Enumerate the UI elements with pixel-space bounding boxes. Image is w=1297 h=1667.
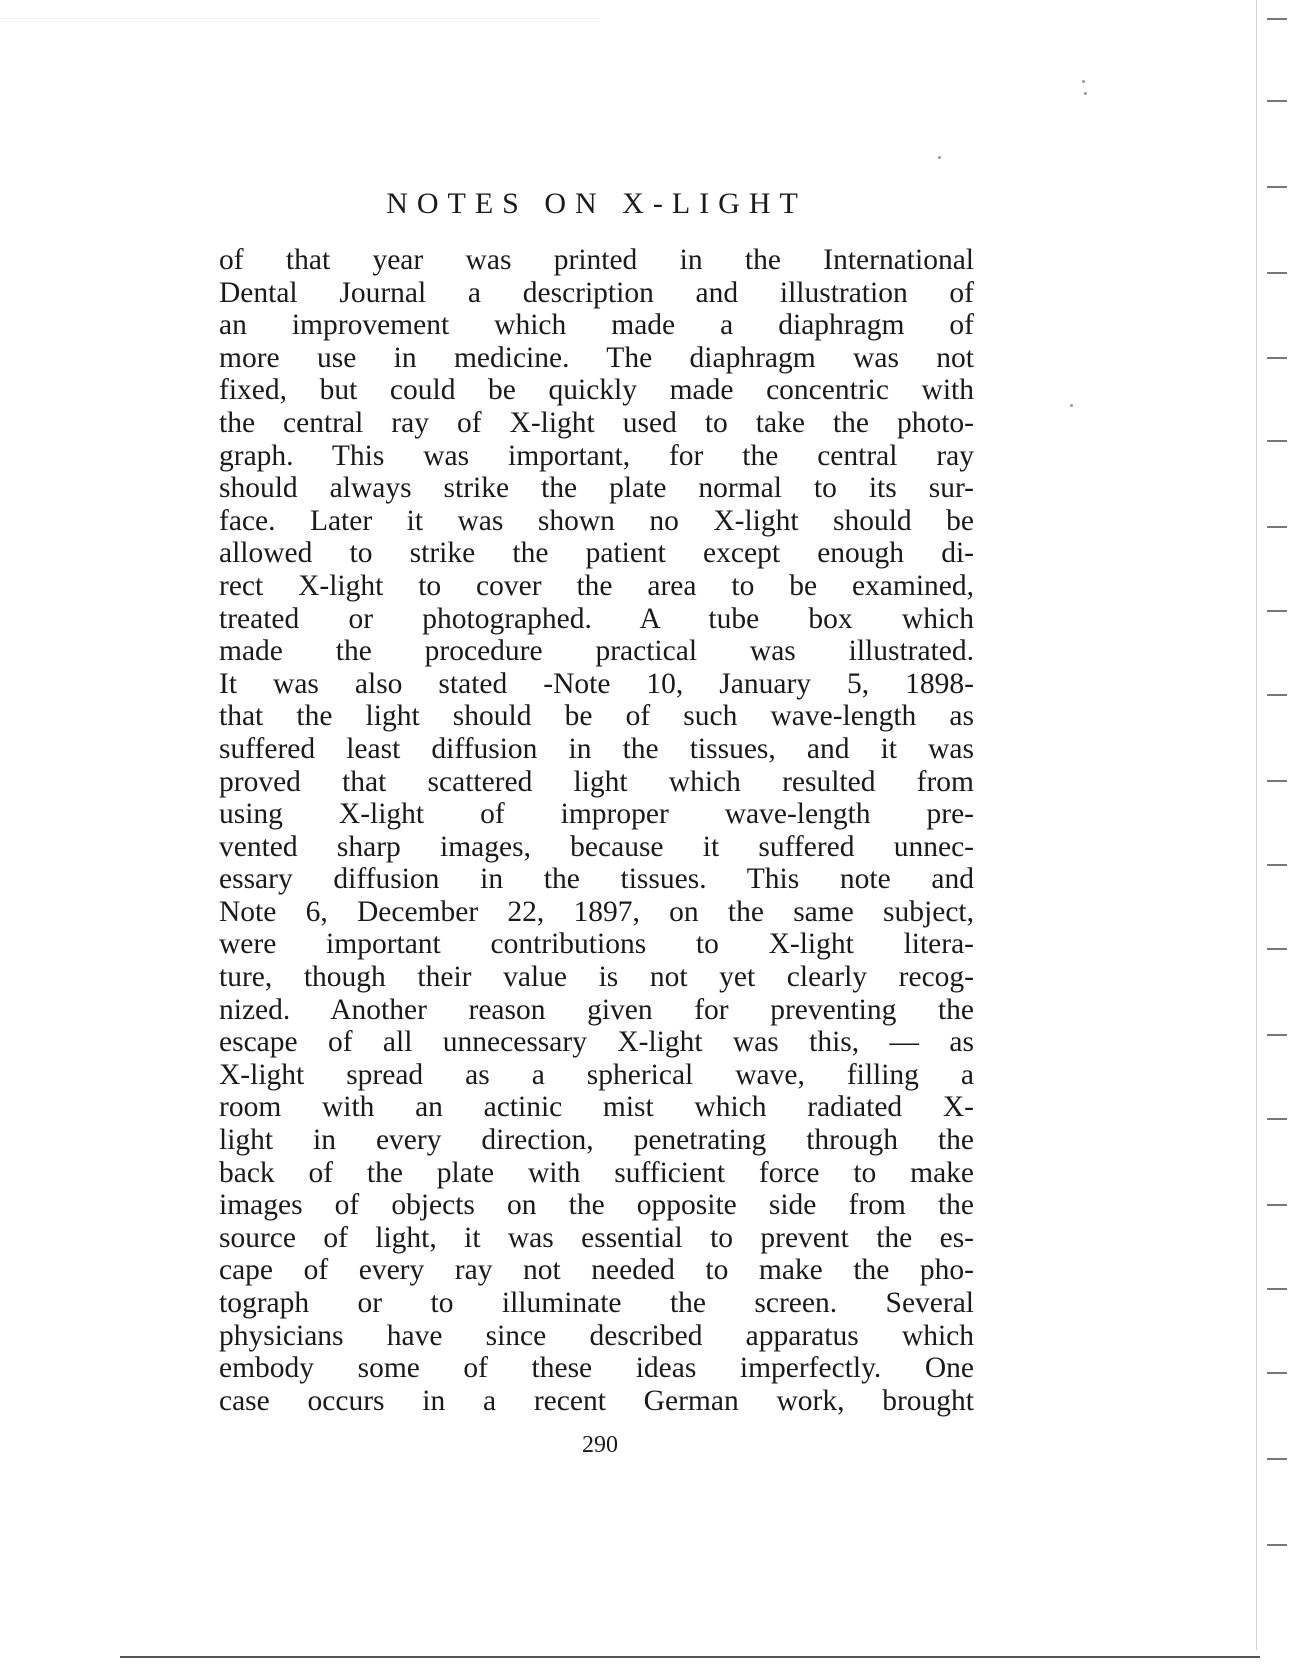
text-line-32: cape of every ray not needed to make the pho- [219,1254,974,1287]
text-line-35: embody some of these ideas imperfectly. One [219,1352,974,1385]
text-line-25: escape of all unnecessary X-light was this, — as [219,1026,974,1059]
text-line-17: proved that scattered light which resulted from [219,765,974,798]
text-line-7: graph. This was important, for the central ray [219,439,974,472]
margin-tick [1267,526,1287,528]
text-line-14: It was also stated -Note 10, January 5, 1898- [219,667,974,700]
margin-tick [1267,1544,1287,1546]
margin-tick [1267,1034,1287,1036]
text-line-29: back of the plate with sufficient force to make [219,1156,974,1189]
text-line-13: made the procedure practical was illustrated. [219,635,974,668]
text-line-3: an improvement which made a diaphragm of [219,309,974,342]
text-line-33: tograph or to illuminate the screen. Several [219,1287,974,1319]
margin-tick [1267,1288,1287,1290]
body-text [219,244,974,1417]
margin-tick [1267,694,1287,696]
margin-tick [1267,100,1287,102]
text-line-21: Note 6, December 22, 1897, on the same subject, [219,895,974,928]
scan-artifact-top [0,18,600,19]
page-number: 290 [582,1432,618,1458]
margin-tick [1267,1372,1287,1374]
margin-tick [1267,780,1287,782]
margin-tick [1267,1458,1287,1460]
bottom-rule [120,1656,1260,1658]
text-line-11: rect X-light to cover the area to be examined, [219,569,974,602]
margin-tick [1267,1204,1287,1206]
text-line-4: more use in medicine. The diaphragm was not [219,341,974,374]
margin-tick [1267,948,1287,950]
margin-tick [1267,272,1287,274]
margin-tick [1267,357,1287,359]
text-line-36: case occurs in a recent German work, brought [219,1384,974,1417]
text-line-16: suffered least diffusion in the tissues, and it was [219,732,974,765]
scan-speck [938,156,941,159]
text-line-12: treated or photographed. A tube box which [219,602,974,635]
text-line-2: Dental Journal a description and illustration of [219,276,974,309]
text-line-28: light in every direction, penetrating through the [219,1124,974,1157]
text-line-8: should always strike the plate normal to its sur- [219,472,974,505]
scan-speck [1084,92,1087,95]
text-line-20: essary diffusion in the tissues. This note and [219,863,974,896]
margin-tick [1267,440,1287,442]
text-line-27: room with an actinic mist which radiated X- [219,1091,974,1124]
text-line-24: nized. Another reason given for preventing the [219,993,974,1026]
text-line-23: ture, though their value is not yet clearly recog- [219,961,974,994]
margin-ticks [1237,0,1297,1667]
text-line-9: face. Later it was shown no X-light should be [219,504,974,537]
text-line-1: of that year was printed in the International [219,244,974,276]
text-line-26: X-light spread as a spherical wave, filling a [219,1058,974,1091]
text-line-34: physicians have since described apparatus which [219,1319,974,1352]
text-line-31: source of light, it was essential to prevent the es- [219,1221,974,1254]
text-line-15: that the light should be of such wave-length as [219,700,974,733]
margin-tick [1267,18,1287,20]
margin-tick [1267,186,1287,188]
scan-speck [1070,404,1073,407]
text-line-22: were important contributions to X-light litera- [219,928,974,961]
text-line-30: images of objects on the opposite side from the [219,1189,974,1222]
text-line-5: fixed, but could be quickly made concentric with [219,374,974,407]
text-line-19: vented sharp images, because it suffered unnec- [219,830,974,863]
text-line-6: the central ray of X-light used to take the photo- [219,406,974,439]
text-line-10: allowed to strike the patient except enough di- [219,537,974,570]
margin-tick [1267,610,1287,612]
margin-tick [1267,1118,1287,1120]
margin-tick [1267,864,1287,866]
scan-speck [1082,80,1085,83]
text-line-18: using X-light of improper wave-length pre- [219,798,974,831]
running-head: NOTES ON X-LIGHT [386,187,807,220]
